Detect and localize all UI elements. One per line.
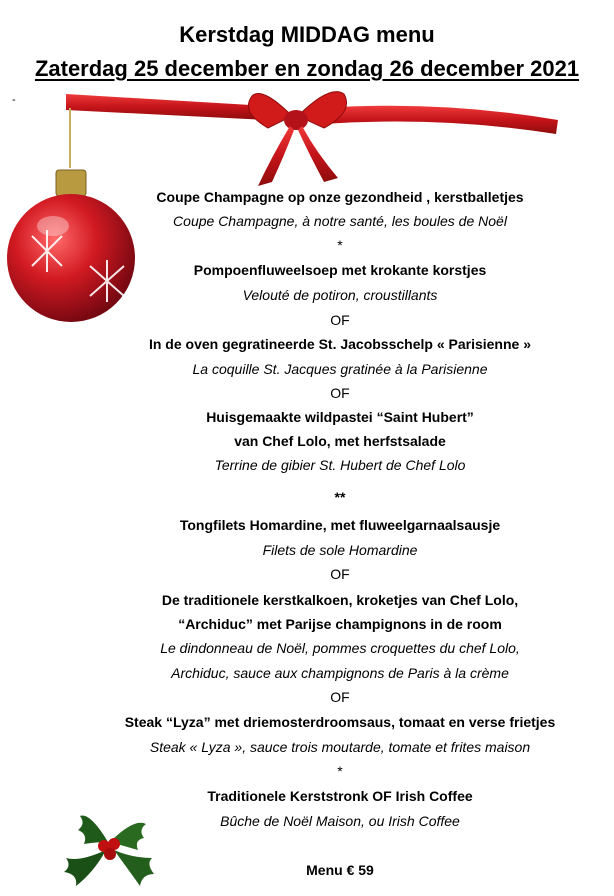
course2c-nl-line2: van Chef Lolo, met herfstsalade [234,433,446,449]
or-4: OF [330,689,350,705]
or-2: OF [330,385,350,401]
course1-nl: Coupe Champagne op onze gezondheid , kerstballetjes [156,189,524,205]
course3c-fr: Steak « Lyza », sauce trois moutarde, tomate et frites maison [149,739,531,755]
margin-mark: - [12,94,16,106]
separator-2: ** [334,489,346,505]
page-subtitle: Zaterdag 25 december en zondag 26 december 2021 [34,56,580,81]
course2b-fr: La coquille St. Jacques gratinée à la Parisienne [192,361,488,377]
course3b-nl-line2: “Archiduc” met Parijse champignons in de room [178,616,502,632]
menu-price: Menu € 59 [306,862,374,878]
course3b-fr-line1: Le dindonneau de Noël, pommes croquettes du chef Lolo, [160,640,520,656]
separator-1: * [337,237,343,253]
course2a-fr: Velouté de potiron, croustillants [242,287,438,303]
separator-3: * [337,763,343,779]
course3c-nl: Steak “Lyza” met driemosterdroomsaus, tomaat en verse frietjes [124,714,556,730]
page-title: Kerstdag MIDDAG menu [179,22,435,47]
course2c-fr: Terrine de gibier St. Hubert de Chef Lolo [214,457,466,473]
dessert-nl: Traditionele Kerststronk OF Irish Coffee [207,788,473,804]
course3b-nl-line1: De traditionele kerstkalkoen, kroketjes van Chef Lolo, [161,592,519,608]
course2b-nl: In de oven gegratineerde St. Jacobsschelp « Parisienne » [148,336,532,352]
dessert-fr: Bûche de Noël Maison, ou Irish Coffee [220,813,460,829]
course3b-fr-line2: Archiduc, sauce aux champignons de Paris à la crème [171,665,509,681]
course3a-fr: Filets de sole Homardine [262,542,418,558]
course2c-nl-line1: Huisgemaakte wildpastei “Saint Hubert” [206,409,474,425]
course1-fr: Coupe Champagne, à notre santé, les boules de Noël [173,213,507,229]
course2a-nl: Pompoenfluweelsoep met krokante korstjes [193,262,487,278]
course3a-nl: Tongfilets Homardine, met fluweelgarnaalsausje [179,517,501,533]
or-1: OF [330,312,350,328]
or-3: OF [330,566,350,582]
